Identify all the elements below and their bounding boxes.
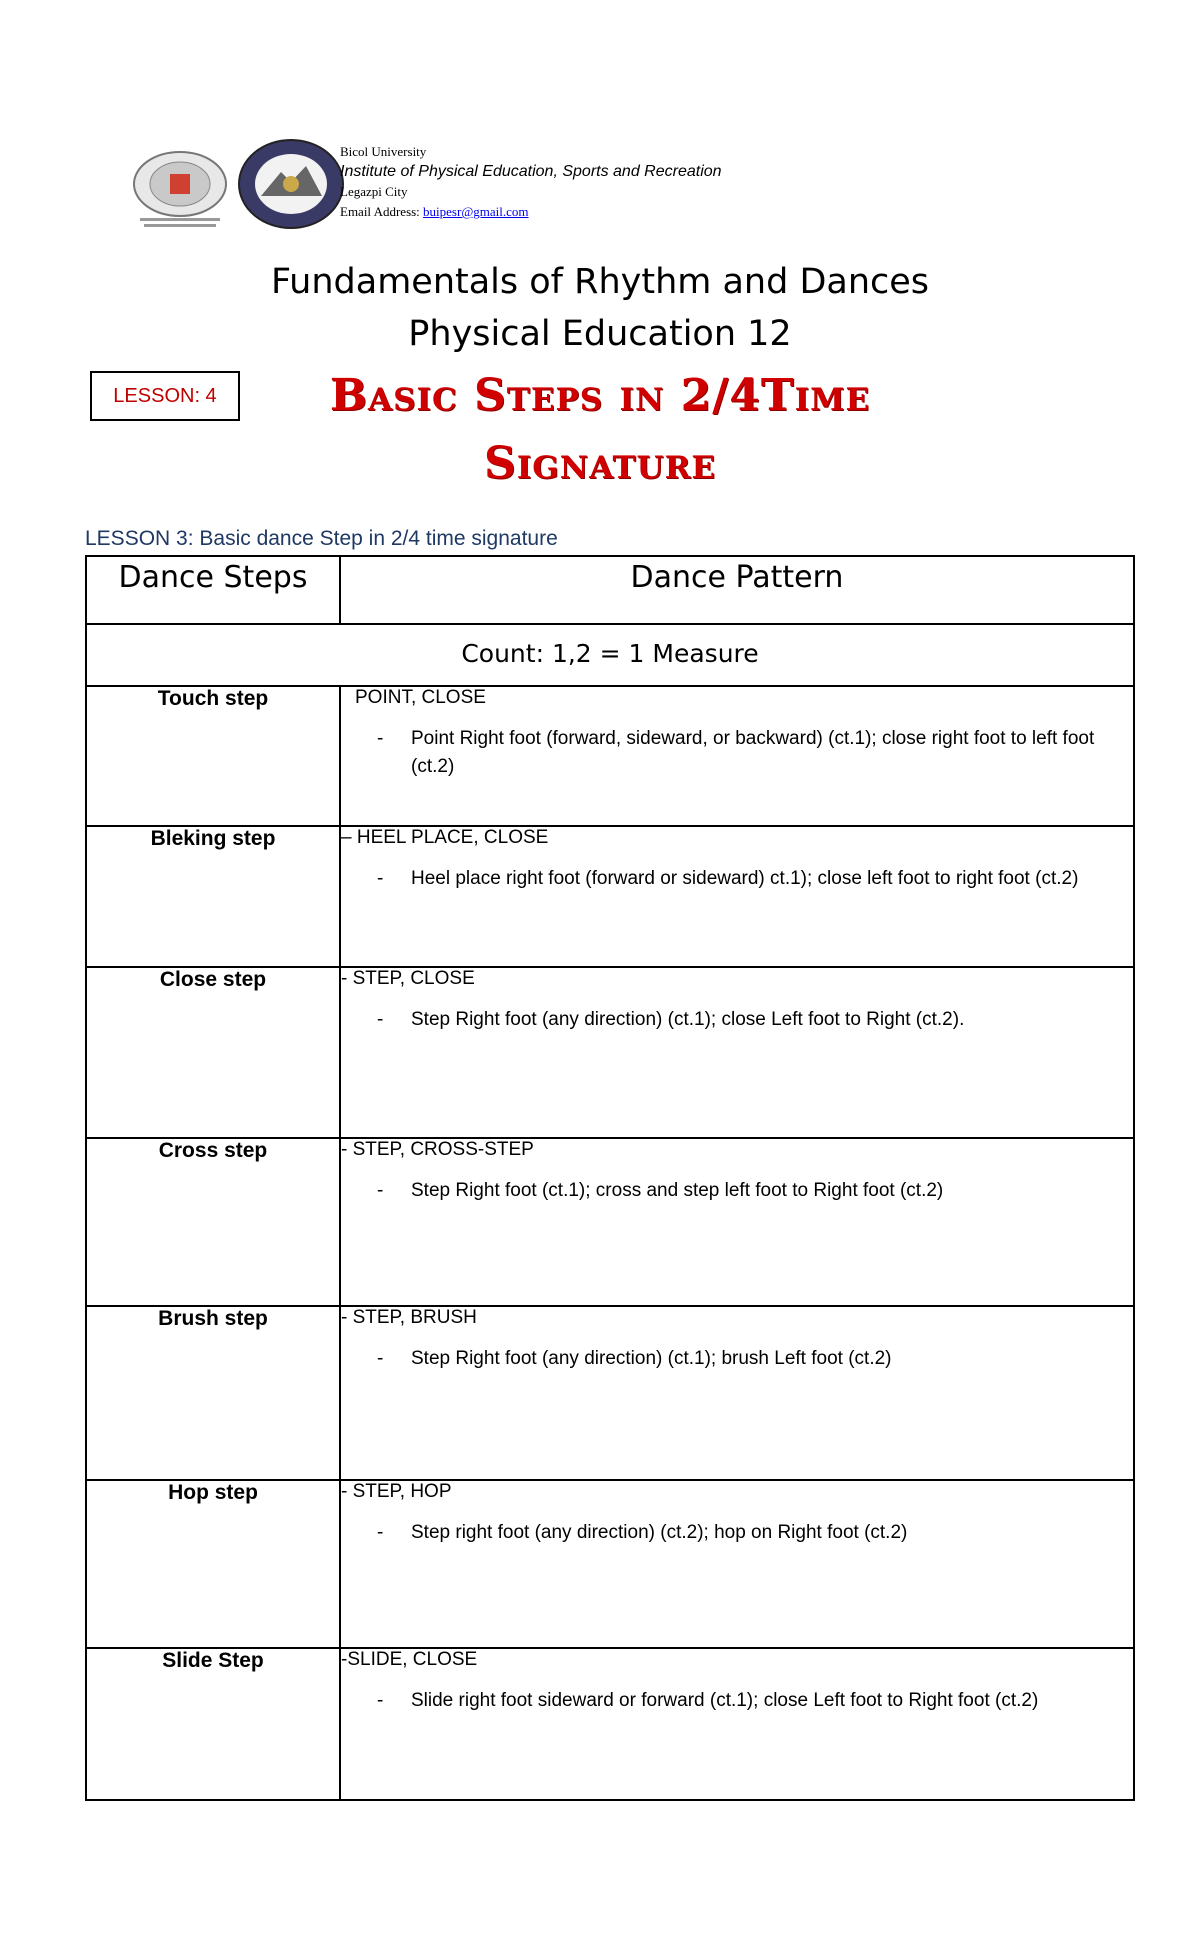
pattern-heading: -SLIDE, CLOSE bbox=[341, 1649, 478, 1670]
pattern-heading: – HEEL PLACE, CLOSE bbox=[341, 827, 549, 848]
pattern-description: - Step Right foot (ct.1); cross and step left foot to Right foot (ct.2) bbox=[411, 1177, 1133, 1205]
course-title: Fundamentals of Rhythm and Dances bbox=[270, 262, 930, 302]
step-name: Touch step bbox=[86, 686, 340, 826]
header-dance-steps: Dance Steps bbox=[86, 556, 340, 624]
step-name: Brush step bbox=[86, 1306, 340, 1480]
letterhead bbox=[130, 138, 1030, 228]
step-pattern bbox=[340, 1306, 1134, 1480]
count-row bbox=[86, 624, 1134, 686]
lesson-title-line1: Basic Steps in 2/4Time bbox=[329, 370, 871, 421]
step-name: Cross step bbox=[86, 1138, 340, 1306]
step-pattern bbox=[340, 686, 1134, 826]
pattern-description: - Step right foot (any direction) (ct.2); hop on Right foot (ct.2) bbox=[411, 1519, 1133, 1547]
pattern-description: - Step Right foot (any direction) (ct.1); close Left foot to Right (ct.2). bbox=[411, 1006, 1133, 1034]
pattern-heading: - STEP, CLOSE bbox=[341, 968, 475, 989]
pattern-description: - Step Right foot (any direction) (ct.1); brush Left foot (ct.2) bbox=[411, 1345, 1133, 1373]
table-row bbox=[86, 967, 1134, 1138]
iso-certification-logo bbox=[130, 148, 230, 230]
step-name: Close step bbox=[86, 967, 340, 1138]
email-label: Email Address: bbox=[340, 204, 420, 219]
email-line bbox=[340, 202, 722, 222]
institution-info bbox=[340, 142, 722, 222]
pattern-heading: POINT, CLOSE bbox=[355, 687, 486, 708]
table-row bbox=[86, 1306, 1134, 1480]
pattern-heading: - STEP, BRUSH bbox=[341, 1307, 477, 1328]
table-row bbox=[86, 826, 1134, 967]
institute-name: Institute of Physical Education, Sports and Recreation bbox=[340, 163, 722, 180]
step-name: Slide Step bbox=[86, 1648, 340, 1800]
pattern-description: - Point Right foot (forward, sideward, or backward) (ct.1); close right foot to left foot (ct.2) bbox=[411, 725, 1133, 781]
lesson-number-box: LESSON: 4 bbox=[90, 371, 240, 421]
pattern-description: - Slide right foot sideward or forward (ct.1); close Left foot to Right foot (ct.2) bbox=[411, 1687, 1133, 1715]
count-cell: Count: 1,2 = 1 Measure bbox=[86, 624, 1134, 686]
email-link[interactable]: buipesr@gmail.com bbox=[423, 204, 529, 219]
city: Legazpi City bbox=[340, 184, 408, 199]
table-row bbox=[86, 1138, 1134, 1306]
step-pattern bbox=[340, 967, 1134, 1138]
university-name: Bicol University bbox=[340, 144, 427, 159]
step-name: Bleking step bbox=[86, 826, 340, 967]
step-pattern bbox=[340, 1480, 1134, 1648]
lesson-title-line2: Signature bbox=[484, 438, 716, 489]
pattern-heading: - STEP, HOP bbox=[341, 1481, 452, 1502]
step-pattern bbox=[340, 1138, 1134, 1306]
dance-steps-table bbox=[85, 555, 1135, 1801]
pattern-description: - Heel place right foot (forward or sideward) ct.1); close left foot to right foot (ct.2) bbox=[411, 865, 1133, 893]
table-header-row bbox=[86, 556, 1134, 624]
step-name: Hop step bbox=[86, 1480, 340, 1648]
step-pattern bbox=[340, 1648, 1134, 1800]
header-dance-pattern: Dance Pattern bbox=[340, 556, 1134, 624]
table-row bbox=[86, 686, 1134, 826]
course-subtitle: Physical Education 12 bbox=[408, 314, 792, 354]
institute-seal-logo bbox=[236, 138, 346, 230]
table-row bbox=[86, 1480, 1134, 1648]
step-pattern bbox=[340, 826, 1134, 967]
table-row bbox=[86, 1648, 1134, 1800]
pattern-heading: - STEP, CROSS-STEP bbox=[341, 1139, 534, 1160]
lesson-subheading: LESSON 3: Basic dance Step in 2/4 time signature bbox=[85, 527, 558, 550]
